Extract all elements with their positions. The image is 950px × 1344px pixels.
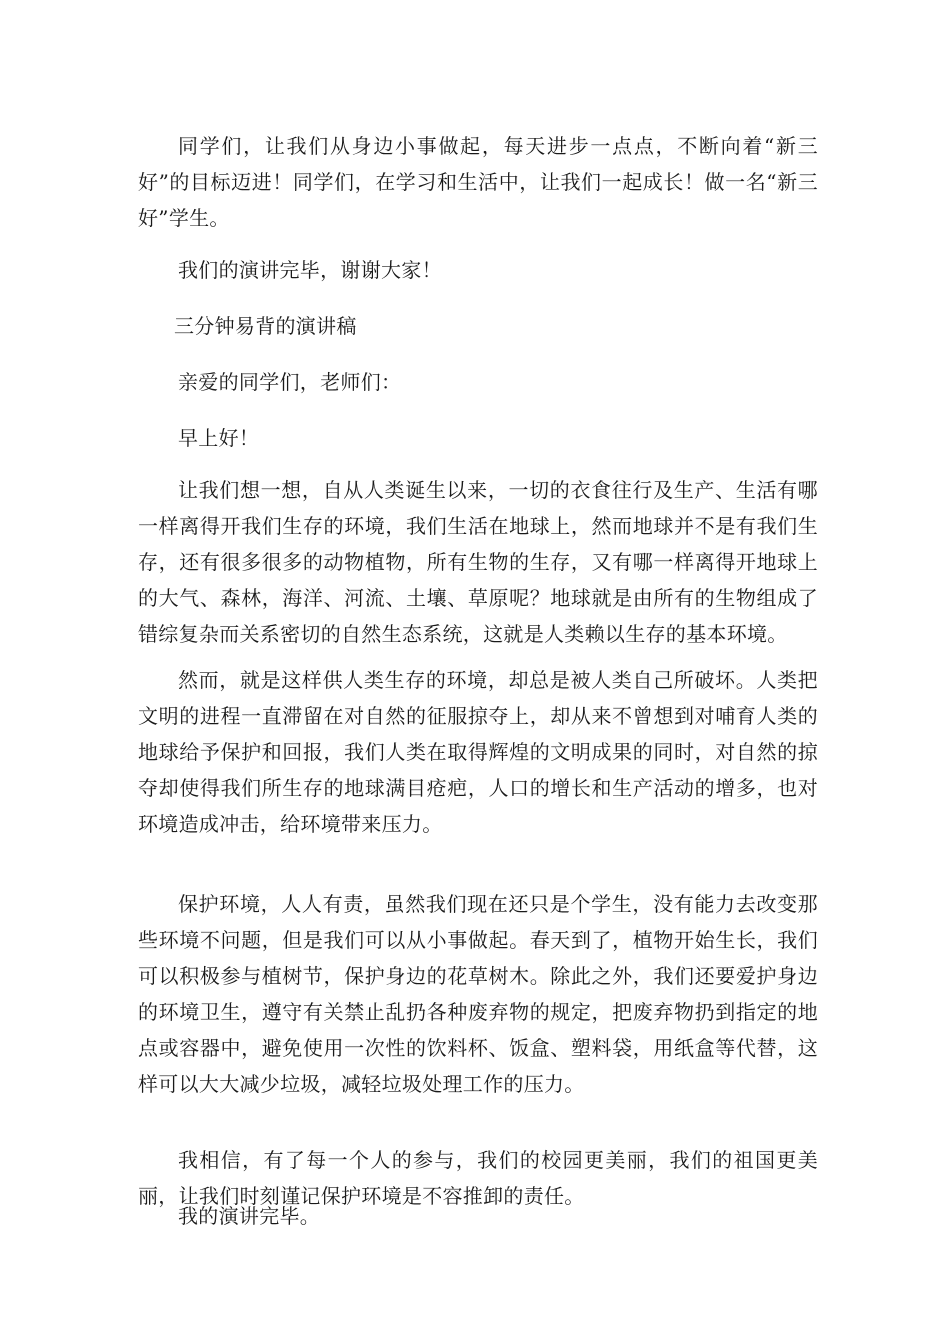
speech-conclusion: 我的演讲完毕。 [178, 1204, 321, 1228]
body-paragraph-4: 我相信，有了每一个人的参与，我们的校园更美丽，我们的祖国更美丽，让我们时刻谨记保护环境是不容推卸的责任。 [138, 1148, 818, 1208]
closing-paragraph: 同学们，让我们从身边小事做起，每天进步一点点，不断向着“新三好”的目标迈进！同学们，在学习和生活中，让我们一起成长！做一名“新三好”学生。 [138, 134, 818, 230]
body-paragraph-1: 让我们想一想，自从人类诞生以来，一切的衣食往行及生产、生活有哪一样离得开我们生存的环境，我们生活在地球上，然而地球并不是有我们生存，还有很多很多的动物植物，所有生物的生存，又有哪一样离得开地球上的大气、森林，海洋、河流、土壤、草原呢？地球就是由所有的生物组成了错综复杂而关系密切的自然生态系统，这就是人类赖以生存的基本环境。 [138, 478, 818, 646]
salutation: 亲爱的同学们，老师们： [178, 370, 402, 394]
body-paragraph-3: 保护环境，人人有责，虽然我们现在还只是个学生，没有能力去改变那些环境不问题，但是我们可以从小事做起。春天到了，植物开始生长，我们可以积极参与植树节，保护身边的花草树木。除此之外，我们还要爱护身边的环境卫生，遵守有关禁止乱扔各种废弃物的规定，把废弃物扔到指定的地点或容器中，避免使用一次性的饮料杯、饭盒、塑料袋，用纸盒等代替，这样可以大大减少垃圾，减轻垃圾处理工作的压力。 [138, 892, 818, 1096]
greeting: 早上好！ [178, 426, 260, 450]
body-paragraph-2: 然而，就是这样供人类生存的环境，却总是被人类自己所破坏。人类把文明的进程一直滞留在对自然的征服掠夺上，却从来不曾想到对哺育人类的地球给予保护和回报，我们人类在取得辉煌的文明成果的同时，对自然的掠夺却使得我们所生存的地球满目疮疤，人口的增长和生产活动的增多，也对环境造成冲击，给环境带来压力。 [138, 668, 818, 836]
section-title: 三分钟易背的演讲稿 [174, 314, 357, 338]
speech-end-line: 我们的演讲完毕，谢谢大家！ [178, 258, 442, 282]
